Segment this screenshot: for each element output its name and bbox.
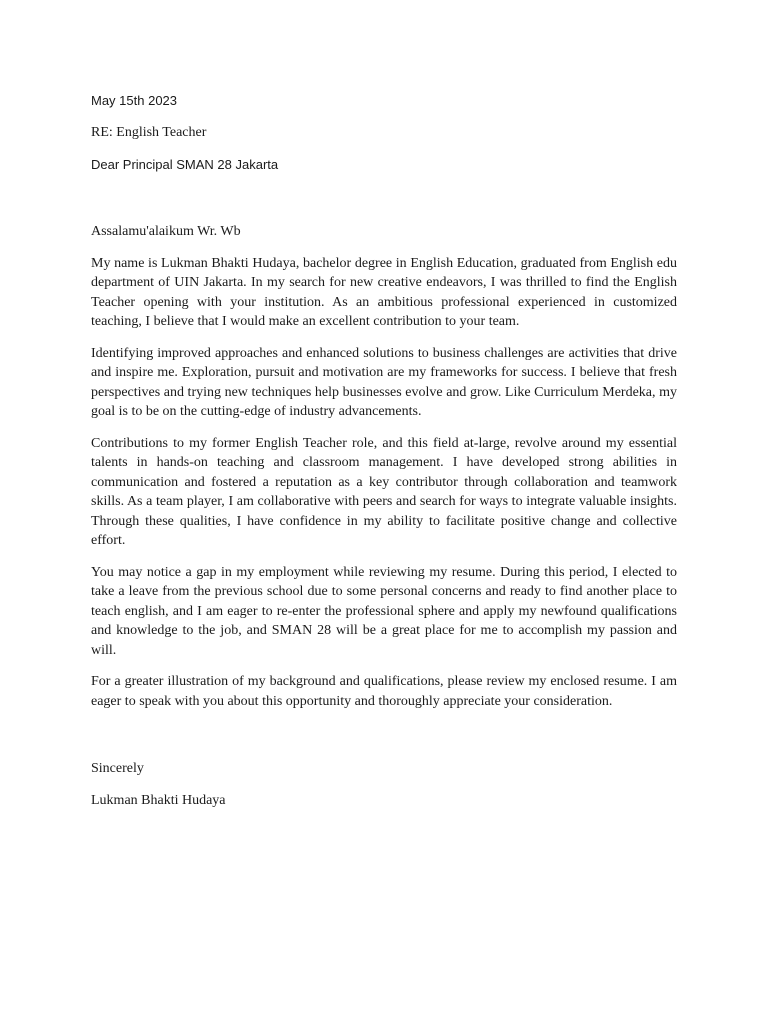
greeting: Assalamu'alaikum Wr. Wb xyxy=(91,224,241,239)
closing: Sincerely xyxy=(91,761,144,776)
cover-letter xyxy=(91,92,677,810)
body-paragraph-motivation: Identifying improved approaches and enhanced solutions to business challenges are activities that drive and inspire me. Exploration, pursuit and motivation are my frameworks for success. I believe that fresh perspectives and trying new techniques help businesses evolve and grow. Like Curriculum Merdeka, my goal is to be on the cutting-edge of industry advancements. xyxy=(91,345,677,419)
body-paragraph-employment-gap: You may notice a gap in my employment while reviewing my resume. During this period, I elected to take a leave from the previous school due to some personal concerns and ready to find another place to teach english, and I am eager to re-enter the professional sphere and apply my newfound qualifications and knowledge to the job, and SMAN 28 will be a great place for me to accomplish my passion and will. xyxy=(91,564,677,658)
salutation: Dear Principal SMAN 28 Jakarta xyxy=(91,157,279,172)
subject-line: RE: English Teacher xyxy=(91,125,207,140)
body-paragraph-intro: My name is Lukman Bhakti Hudaya, bachelor degree in English Education, graduated from English edu department of UIN Jakarta. In my search for new creative endeavors, I was thrilled to find the English Teacher opening with your institution. As an ambitious professional experienced in customized teaching, I believe that I would make an excellent contribution to your team. xyxy=(91,255,677,329)
body-paragraph-closing: For a greater illustration of my background and qualifications, please review my enclosed resume. I am eager to speak with you about this opportunity and thoroughly appreciate your consideration. xyxy=(91,674,677,709)
letter-date: May 15th 2023 xyxy=(91,93,178,108)
body-paragraph-contributions: Contributions to my former English Teacher role, and this field at-large, revolve around my essential talents in hands-on teaching and classroom management. I have developed strong abilities in communication and fostered a reputation as a key contributor through collaboration and teamwork skills. As a team player, I am collaborative with peers and search for ways to integrate valuable insights. Through these qualities, I have confidence in my ability to facilitate positive change and collective effort. xyxy=(91,435,677,548)
signature-name: Lukman Bhakti Hudaya xyxy=(91,792,226,808)
